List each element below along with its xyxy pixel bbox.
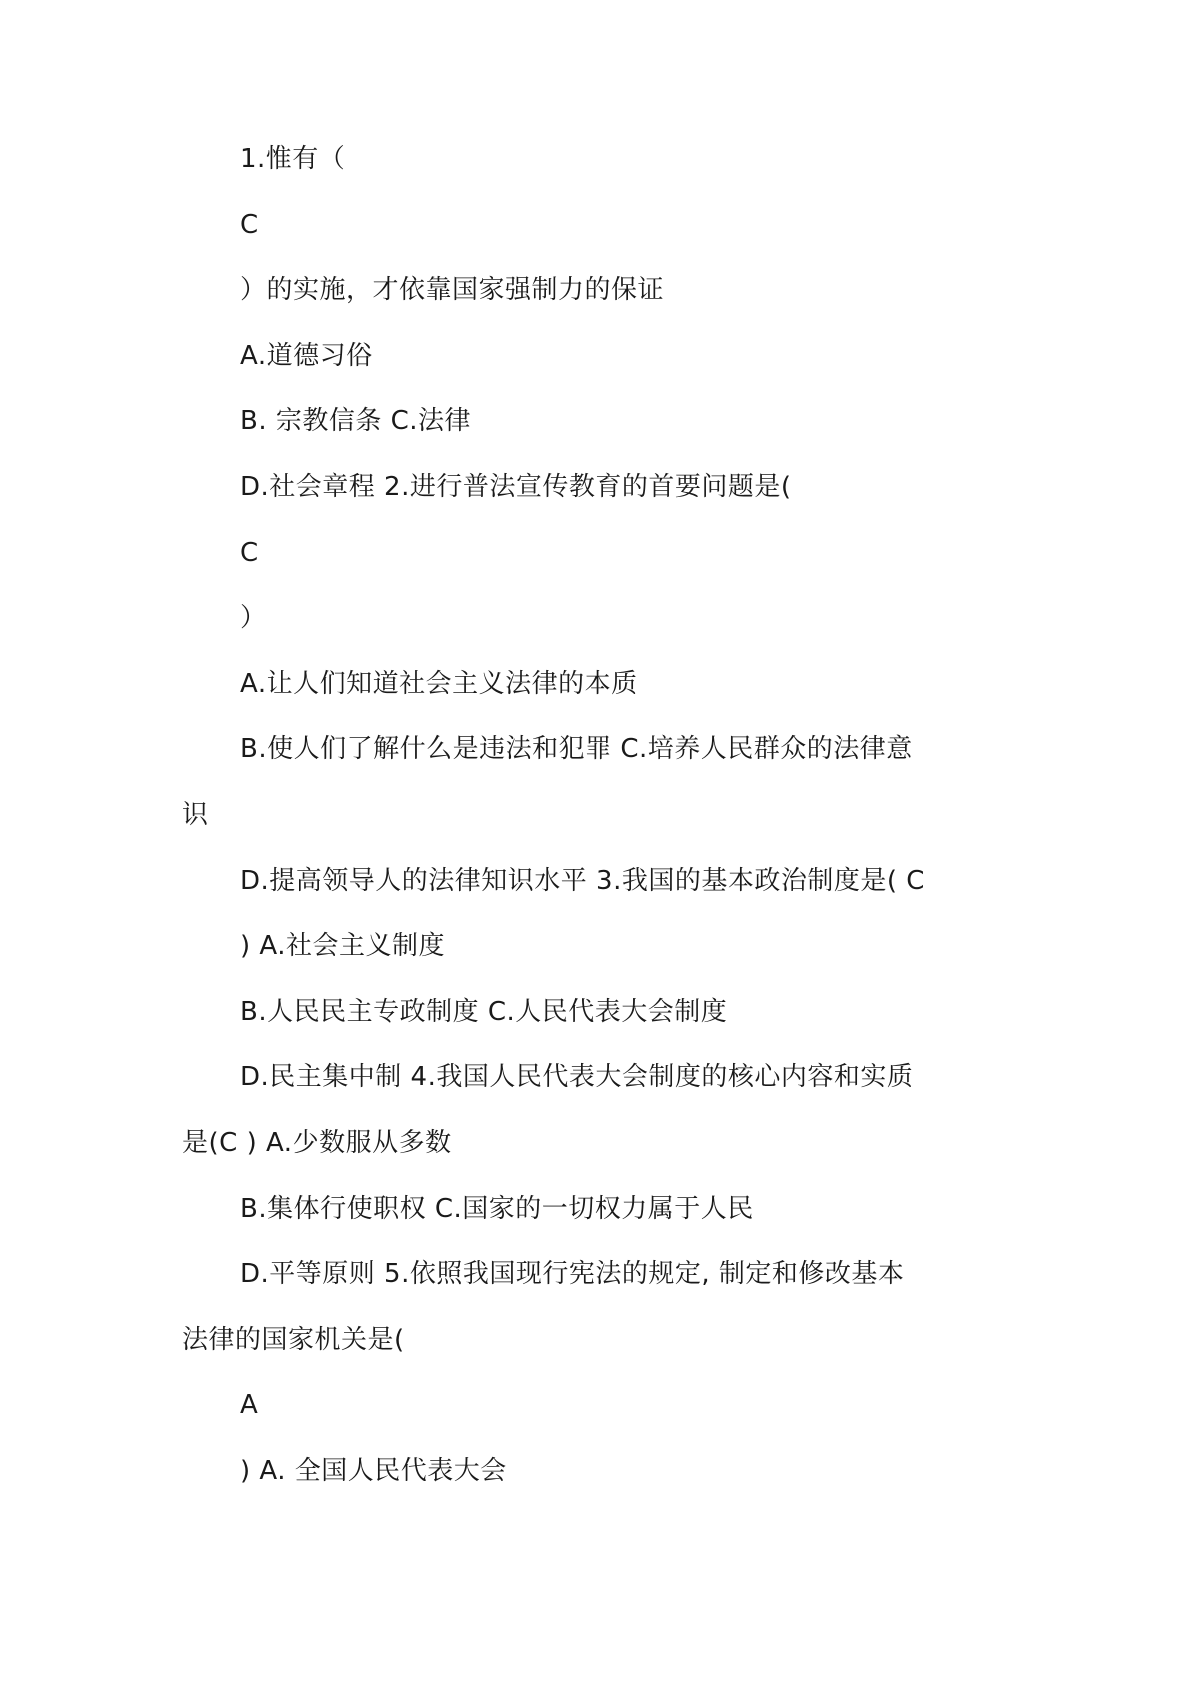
question-3-options-b-c: B.人民民主专政制度 C.人民代表大会制度 [240,997,728,1027]
question-2-option-d-question-3-stem: D.提高领导人的法律知识水平 3.我国的基本政治制度是( C [240,866,925,896]
question-1-option-a: A.道德习俗 [240,341,373,371]
question-2-option-c-wrap: 识 [182,800,209,830]
question-4-options-b-c: B.集体行使职权 C.国家的一切权力属于人民 [240,1194,754,1224]
question-1-option-d-question-2-stem: D.社会章程 2.进行普法宣传教育的首要问题是( [240,472,792,502]
question-4-stem-wrap-option-a: 是(C ) A.少数服从多数 [182,1128,452,1158]
question-2-closing-paren: ） [240,603,267,633]
question-2-options-b-c: B.使人们了解什么是违法和犯罪 C.培养人民群众的法律意 [240,734,913,764]
question-3-option-d-question-4-stem: D.民主集中制 4.我国人民代表大会制度的核心内容和实质 [240,1062,914,1092]
question-1-options-b-c: B. 宗教信条 C.法律 [240,406,472,436]
question-2-answer: C [240,538,259,568]
question-3-option-a: ) A.社会主义制度 [240,931,446,961]
question-1-stem-continued: ）的实施，才依靠国家强制力的保证 [240,275,665,305]
question-4-option-d-question-5-stem: D.平等原则 5.依照我国现行宪法的规定, 制定和修改基本 [240,1259,905,1289]
question-1-stem: 1.惟有（ [240,144,346,174]
question-2-option-a: A.让人们知道社会主义法律的本质 [240,669,638,699]
question-5-stem-wrap: 法律的国家机关是( [182,1325,405,1355]
question-5-option-a: ) A. 全国人民代表大会 [240,1456,507,1486]
question-5-answer: A [240,1390,259,1420]
question-1-answer: C [240,210,259,240]
